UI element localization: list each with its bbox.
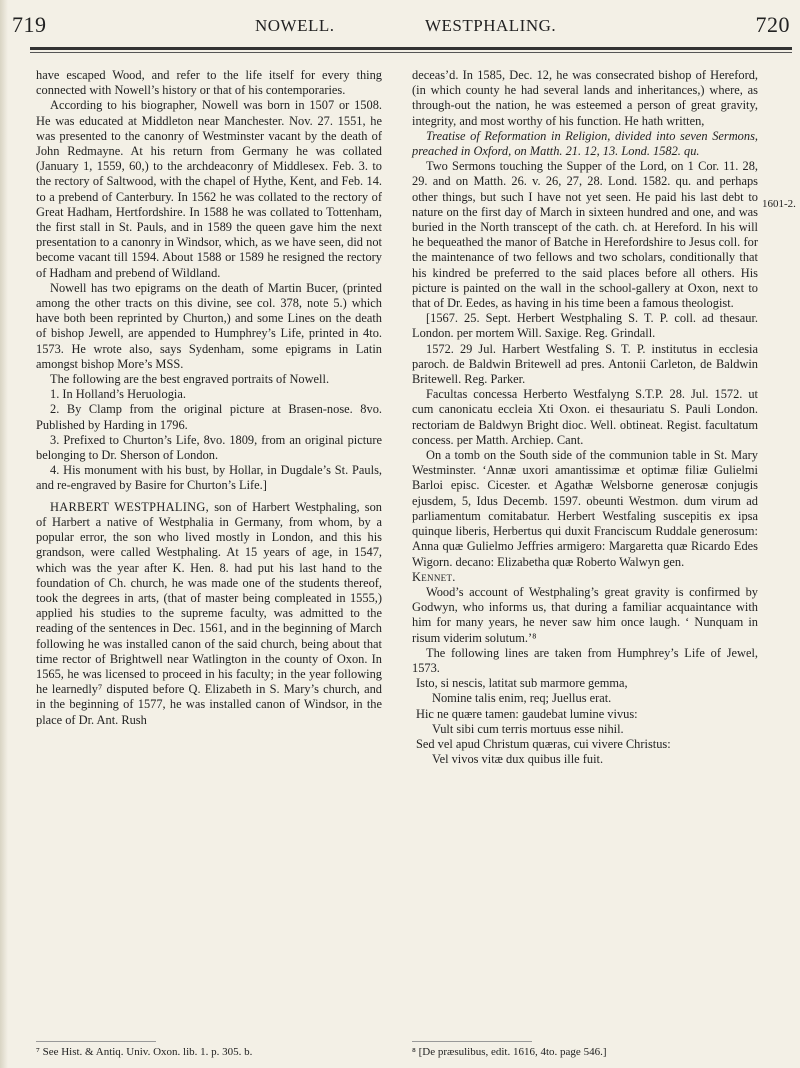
page-number-left: 719 (12, 12, 47, 37)
entry-name: HARBERT WESTPHALING, (50, 499, 210, 514)
running-header (0, 0, 800, 60)
list-item: 3. Prefixed to Churton’s Life, 8vo. 1809, from an original picture belonging to Dr. Sherson of London. (36, 432, 382, 463)
verse-line: Vult sibi cum terris mortuus esse nihil. (432, 721, 624, 736)
work-title: Treatise of Reformation in Religion, divided into seven Sermons, preached in Oxford, on Matth. 21. 12, 13. Lond. 1582. qu. (412, 128, 758, 159)
header-rule-thin (30, 52, 792, 53)
paragraph: deceas’d. In 1585, Dec. 12, he was consecrated bishop of Hereford, (in which county he had several lands and inheritances,) where, as through-out the nation, he was esteemed a person of great gravity, integrity, and most worthy of his function. He hath written, (412, 68, 758, 128)
paragraph: Facultas concessa Herberto Westfalyng S.T.P. 28. Jul. 1572. ut cum canonicatu eccleia Xti Oxon. ei thesauriatu S. Pauli London. rectoriam de Baldwyn Bright dioc. Well. obtineat. Regist. facultatum concess. per Matth. Archiep. Cant. (412, 387, 758, 447)
work-title: Two Sermons touching the Supper of the Lord, on 1 Cor. 11. 28, 29. and on Matth. 26. v. 26, 27, 28. Lond. 1582. qu. and perhaps other things, but such I have not yet seen. He paid his last debt to nature on the first day of March in sixteen hundred and one, and was buried in the North transcept of the cath. ch. at Hereford. In his will he bequeathed the manor of Batche in Herefordshire to Jesus coll. for the maintenance of two fellows and two scholars, conditionally that his kindred be preferred to the said places before all others. His picture is painted on the wall in the school-gallery at Oxon, next to that of Dr. Eedes, as having in his time been a famous theologist. (412, 159, 758, 311)
paragraph: Wood’s account of Westphaling’s great gravity is confirmed by Godwyn, who informs us, that during a familiar acquaintance with him for many years, he never saw him once laugh. ‘ Nunquam in risum viderim solutum.’⁸ (412, 584, 758, 645)
paragraph: The following are the best engraved portraits of Nowell. (50, 372, 330, 387)
verse-line: Nomine talis enim, req; Juellus erat. (432, 691, 612, 706)
paragraph: Nowell has two epigrams on the death of Martin Bucer, (printed among the other tracts on this divine, see col. 378, note 5.) which have both been reprinted by Churton,) and some Lines on the death of bishop Jewell, are appended to Humphrey’s Life, printed in 4to. 1573. He wrote also, says Sydenham, some epigrams in Latin amongst bishop More’s MSS. (36, 280, 382, 371)
running-title-left: NOWELL. (255, 16, 335, 35)
paragraph: According to his biographer, Nowell was born in 1507 or 1508. He was educated at Middleton near Manchester. Nov. 27. 1551, he was presented to the canonry of Westminster vacant by the death of John Redmayne. At his return from Germany he was collated (January 1, 1559, 60,) to the archdeaconry of Middlesex. Feb. 3. to the rectory of Saltwood, with the chapel of Hythe, Kent, and Feb. 14. to a prebend of Canterbury. In 1562 he was collated to the rectory of Great Hadham, Hertfordshire. In 1588 he was collated to Tottenham, the first stall in St. Pauls, and in 1589 the queen gave him the next presentation to a canonry in Windsor, which, as we have seen, did not become vacant till 1594. About 1588 or 1589 he resigned the rectory of Hadham and prebend of Wildland. (36, 98, 382, 280)
paragraph: The following lines are taken from Humphrey’s Life of Jewel, 1573. (412, 645, 758, 675)
footnote-right: ⁸ [De præsulibus, edit. 1616, 4to. page 546.] (412, 1046, 607, 1058)
right-column (412, 68, 758, 767)
paragraph: [1567. 25. Sept. Herbert Westphaling S. T. P. coll. ad thesaur. London. per mortem Will. Saxige. Reg. Grindall. (412, 311, 758, 341)
footnote-rule (36, 1041, 156, 1042)
list-item: 2. By Clamp from the original picture at Brasen-nose. 8vo. Published by Harding in 1796. (36, 402, 382, 432)
footnote-rule (412, 1041, 532, 1042)
margin-date: 1601-2. (762, 198, 796, 210)
list-item: 1. In Holland’s Heruologia. (50, 387, 186, 402)
verse-line: Hic ne quære tamen: gaudebat lumine vivus: (416, 706, 638, 721)
verse-line: Sed vel apud Christum quæras, cui vivere Christus: (416, 736, 671, 751)
page-gutter (0, 0, 8, 1068)
verse-line: Isto, si nescis, latitat sub marmore gemma, (416, 676, 628, 691)
paragraph: have escaped Wood, and refer to the life itself for every thing connected with Nowell’s history or that of his contemporaries. (36, 68, 382, 98)
entry-harbert-westphaling (36, 500, 382, 728)
header-rule (30, 47, 792, 50)
list-item: 4. His monument with his bust, by Hollar, in Dugdale’s St. Pauls, and re-engraved by Basire for Churton’s Life.] (36, 463, 382, 493)
paragraph: On a tomb on the South side of the communion table in St. Mary Westminster. ‘Annæ uxori amantissimæ et optimæ filiæ Gulielmi Barloi episc. Cicester. et Agathæ Welsborne generosæ conjugis ejusdem, 5, Idus Decemb. 1597. obeunti Westmon. dum virum ad parliamentum comitabatur. Herbert Westfaling suscepitis ex ipsa quinque liberis, Herbertus qui duxit Franciscum Ruddale generosum: Anna quæ Gulielmo Jeffries armigero: Margaretta quæ Ricardo Edes Wigorn. decano: Elizabetha quæ Roberto Walwyn gen. (412, 448, 758, 569)
running-title-right: WESTPHALING. (425, 16, 557, 35)
left-column (36, 68, 382, 728)
page-number-right: 720 (755, 12, 790, 37)
footnote-left: ⁷ See Hist. & Antiq. Univ. Oxon. lib. 1. p. 305. b. (36, 1046, 253, 1058)
verse-line: Vel vivos vitæ dux quibus ille fuit. (432, 752, 604, 767)
entry-text: son of Harbert Westphaling, son of Harbert a native of Westphalia in Germany, from whom, by a popular error, the son who lived mostly in London, and this his grandson, were called Westphaling. At 15 years of age, in 1547, which was the year after K. Hen. 8. had put his last hand to the foundation of Ch. church, he was made one of the students thereof, took the degrees in arts, (that of master being compleated in 1555,) applied his studies to the supreme faculty, was admitted to the reading of the sentences in Dec. 1561, and in the beginning of March following he was installed canon of the said church, being about that time rector of Brightwell near Watlington in the county of Oxon. In 1565, he was licensed to proceed in his faculty; in the year following he learnedly⁷ disputed before Q. Elizabeth in S. Mary’s church, and in the beginning of 1577, he was installed canon of Windsor, in the place of Dr. Ant. Rush (36, 499, 382, 727)
attribution: Kennet. (412, 569, 456, 584)
paragraph: 1572. 29 Jul. Harbert Westfaling S. T. P. institutus in ecclesia paroch. de Baldwin Britewell ad pres. Antonii Carleton, de Baldwin Britewell. Reg. Parker. (412, 341, 758, 387)
